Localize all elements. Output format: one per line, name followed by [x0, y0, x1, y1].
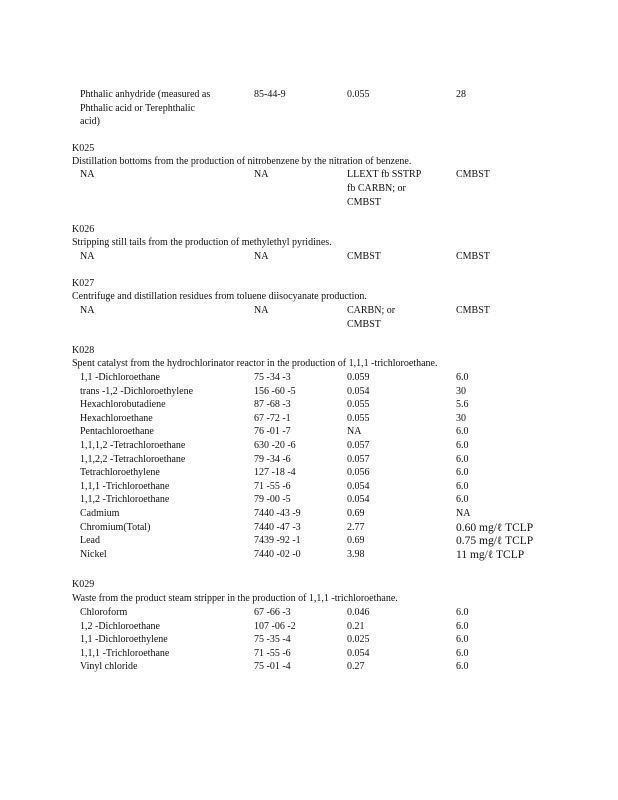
- wastewater-standard: CMBST: [347, 197, 381, 208]
- constituent-name: 1,1 -Dichloroethane: [80, 372, 160, 383]
- wastewater-standard: 0.69: [347, 508, 365, 519]
- cas-number: 7439 -92 -1: [254, 535, 301, 547]
- wastewater-standard: 0.69: [347, 535, 365, 547]
- constituent-name: 1,1 -Dichloroethylene: [80, 634, 168, 646]
- constituent-name: acid): [80, 116, 100, 127]
- nonwastewater-standard: 6.0: [456, 634, 469, 646]
- waste-code-row: [0, 223, 618, 237]
- wastewater-standard: 0.054: [347, 385, 370, 397]
- cas-number: 87 -68 -3: [254, 399, 291, 411]
- table-row: [0, 548, 618, 562]
- table-row: [0, 385, 618, 399]
- table-row: [0, 439, 618, 453]
- wastewater-standard: 0.054: [347, 647, 370, 659]
- cas-number: 71 -55 -6: [254, 647, 291, 659]
- wastewater-standard: CMBST: [347, 251, 381, 262]
- constituent-name: Chromium(Total): [80, 521, 151, 533]
- table-row-continuation: [0, 182, 618, 196]
- wastewater-standard: 0.21: [347, 620, 365, 632]
- wastewater-standard: 0.057: [347, 440, 370, 451]
- waste-code: K026: [72, 224, 95, 235]
- wastewater-standard: 0.055: [347, 412, 370, 424]
- cas-number: 75 -34 -3: [254, 372, 291, 383]
- waste-description-row: [0, 155, 618, 169]
- table-row: [0, 412, 618, 426]
- table-row: [0, 521, 618, 535]
- constituent-name: Hexachloroethane: [80, 412, 153, 424]
- nonwastewater-standard: CMBST: [456, 169, 490, 180]
- waste-code: K028: [72, 345, 95, 356]
- cas-number: 85-44-9: [254, 89, 286, 100]
- waste-code: K029: [72, 579, 95, 590]
- wastewater-standard: 0.055: [347, 89, 370, 100]
- waste-description-row: [0, 592, 618, 606]
- wastewater-standard: fb CARBN; or: [347, 183, 406, 194]
- cas-number: 156 -60 -5: [254, 385, 296, 397]
- cas-number: 79 -34 -6: [254, 453, 291, 465]
- table-row: [0, 371, 618, 385]
- table-row: [0, 620, 618, 634]
- cas-number: 75 -35 -4: [254, 634, 291, 646]
- cas-number: 75 -01 -4: [254, 661, 291, 673]
- constituent-name: NA: [80, 305, 95, 316]
- table-row: [0, 425, 618, 439]
- nonwastewater-standard: 6.0: [456, 467, 469, 479]
- waste-code-row: [0, 277, 618, 291]
- table-row: [0, 250, 618, 264]
- wastewater-standard: 0.054: [347, 494, 370, 506]
- waste-description-row: [0, 357, 618, 371]
- wastewater-standard: 0.054: [347, 480, 370, 492]
- constituent-name: Phthalic anhydride (measured as: [80, 89, 211, 100]
- table-row: [0, 304, 618, 318]
- waste-description: Spent catalyst from the hydrochlorinator reactor in the production of 1,1,1 -trichloroethane.: [72, 358, 438, 369]
- wastewater-standard: 0.025: [347, 634, 370, 646]
- cas-number: NA: [254, 251, 269, 262]
- constituent-name: NA: [80, 251, 95, 262]
- wastewater-standard: LLEXT fb SSTRP: [347, 169, 422, 180]
- cas-number: 7440 -43 -9: [254, 508, 301, 519]
- constituent-name: Chloroform: [80, 607, 128, 618]
- constituent-name: NA: [80, 169, 95, 180]
- waste-code-row: [0, 578, 618, 592]
- table-row: [0, 88, 618, 102]
- cas-number: 107 -06 -2: [254, 620, 296, 632]
- nonwastewater-standard: 5.6: [456, 399, 469, 411]
- nonwastewater-standard: 30: [456, 412, 466, 424]
- nonwastewater-standard: 6.0: [456, 426, 469, 438]
- constituent-name: Lead: [80, 535, 100, 547]
- waste-code-row: [0, 142, 618, 156]
- waste-description: Waste from the product steam stripper in the production of 1,1,1 -trichloroethane.: [72, 593, 398, 604]
- table-row: [0, 168, 618, 182]
- nonwastewater-standard: CMBST: [456, 305, 490, 316]
- table-row-continuation: [0, 115, 618, 129]
- constituent-name: Hexachlorobutadiene: [80, 399, 166, 411]
- waste-code: K025: [72, 143, 95, 154]
- table-row-continuation: [0, 196, 618, 210]
- nonwastewater-standard: 6.0: [456, 372, 469, 383]
- nonwastewater-standard: 0.75 mg/ℓ TCLP: [456, 535, 534, 548]
- waste-description-row: [0, 290, 618, 304]
- wastewater-standard: 0.046: [347, 607, 370, 618]
- wastewater-standard: 0.056: [347, 467, 370, 479]
- cas-number: 7440 -02 -0: [254, 548, 301, 560]
- nonwastewater-standard: 6.0: [456, 494, 469, 506]
- waste-code: K027: [72, 278, 95, 289]
- cas-number: 630 -20 -6: [254, 440, 296, 451]
- constituent-name: 1,1,1,2 -Tetrachloroethane: [80, 440, 186, 451]
- waste-description: Stripping still tails from the production of methylethyl pyridines.: [72, 237, 332, 248]
- nonwastewater-standard: 0.60 mg/ℓ TCLP: [456, 521, 534, 534]
- cas-number: NA: [254, 305, 269, 316]
- waste-code-row: [0, 344, 618, 358]
- constituent-name: Phthalic acid or Terephthalic: [80, 103, 195, 114]
- cas-number: 76 -01 -7: [254, 426, 291, 438]
- nonwastewater-standard: 6.0: [456, 661, 469, 673]
- table-row: [0, 398, 618, 412]
- nonwastewater-standard: 11 mg/ℓ TCLP: [456, 548, 525, 561]
- cas-number: 7440 -47 -3: [254, 521, 301, 533]
- constituent-name: trans -1,2 -Dichloroethylene: [80, 385, 194, 397]
- wastewater-standard: 2.77: [347, 521, 365, 533]
- table-row: [0, 633, 618, 647]
- nonwastewater-standard: 6.0: [456, 647, 469, 659]
- constituent-name: 1,1,2,2 -Tetrachloroethane: [80, 453, 186, 465]
- wastewater-standard: 0.057: [347, 453, 370, 465]
- waste-description: Distillation bottoms from the production of nitrobenzene by the nitration of benzene.: [72, 156, 412, 167]
- constituent-name: 1,2 -Dichloroethane: [80, 620, 160, 632]
- constituent-name: Vinyl chloride: [80, 661, 138, 673]
- table-row: [0, 480, 618, 494]
- table-row: [0, 507, 618, 521]
- nonwastewater-standard: 28: [456, 89, 466, 100]
- cas-number: NA: [254, 169, 269, 180]
- wastewater-standard: CMBST: [347, 319, 381, 330]
- table-row: [0, 606, 618, 620]
- nonwastewater-standard: 6.0: [456, 607, 469, 618]
- constituent-name: Nickel: [80, 548, 107, 560]
- waste-description-row: [0, 236, 618, 250]
- table-row: [0, 534, 618, 548]
- nonwastewater-standard: 30: [456, 385, 466, 397]
- wastewater-standard: NA: [347, 426, 362, 438]
- cas-number: 79 -00 -5: [254, 494, 291, 506]
- waste-description: Centrifuge and distillation residues from toluene diisocyanate production.: [72, 291, 367, 302]
- constituent-name: Pentachloroethane: [80, 426, 154, 438]
- constituent-name: Cadmium: [80, 508, 120, 519]
- constituent-name: Tetrachloroethylene: [80, 467, 160, 479]
- table-row: [0, 493, 618, 507]
- nonwastewater-standard: CMBST: [456, 251, 490, 262]
- nonwastewater-standard: 6.0: [456, 453, 469, 465]
- constituent-name: 1,1,1 -Trichloroethane: [80, 647, 170, 659]
- constituent-name: 1,1,1 -Trichloroethane: [80, 480, 170, 492]
- wastewater-standard: 0.055: [347, 399, 370, 411]
- table-row: [0, 647, 618, 661]
- constituent-name: 1,1,2 -Trichloroethane: [80, 494, 170, 506]
- table-row: [0, 660, 618, 674]
- table-row: [0, 466, 618, 480]
- nonwastewater-standard: 6.0: [456, 440, 469, 451]
- nonwastewater-standard: NA: [456, 508, 471, 519]
- wastewater-standard: 0.059: [347, 372, 370, 383]
- table-row: [0, 453, 618, 467]
- cas-number: 127 -18 -4: [254, 467, 296, 479]
- table-row-continuation: [0, 318, 618, 332]
- nonwastewater-standard: 6.0: [456, 620, 469, 632]
- cas-number: 67 -72 -1: [254, 412, 291, 424]
- wastewater-standard: 0.27: [347, 661, 365, 673]
- cas-number: 71 -55 -6: [254, 480, 291, 492]
- wastewater-standard: CARBN; or: [347, 305, 396, 316]
- table-row-continuation: [0, 102, 618, 116]
- cas-number: 67 -66 -3: [254, 607, 291, 618]
- nonwastewater-standard: 6.0: [456, 480, 469, 492]
- wastewater-standard: 3.98: [347, 548, 365, 560]
